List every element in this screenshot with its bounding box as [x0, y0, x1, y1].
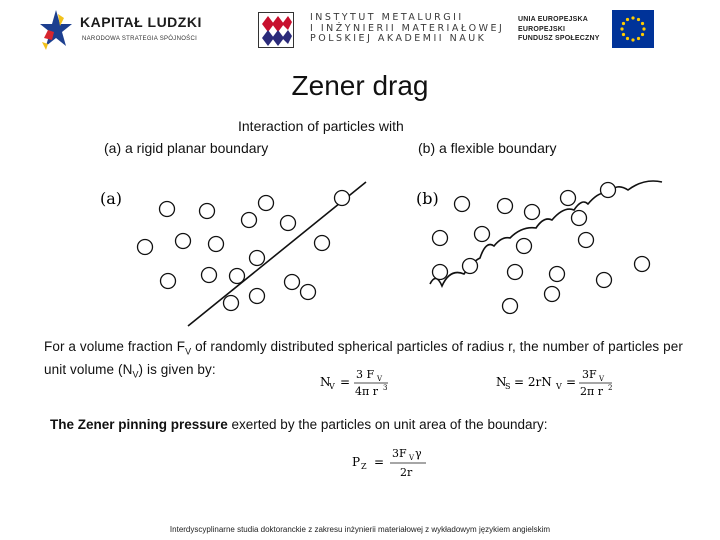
logo-bar [0, 0, 720, 68]
slide-title: Zener drag [291, 70, 429, 101]
eu-star-icon [631, 16, 634, 19]
zener-bold: The Zener pinning pressure [50, 417, 228, 432]
eq-ns-sub: S [505, 382, 511, 391]
eu-text [518, 15, 600, 44]
institute-line-2: I INŻYNIERII MATERIAŁOWEJ [310, 22, 505, 34]
eq-nv-equals: = [340, 375, 351, 389]
particles-b [433, 183, 650, 314]
eq-ns-equals: = [566, 375, 577, 389]
eq-ns-mid-sub: V [556, 382, 562, 391]
eu-star-icon [641, 33, 644, 36]
equation-ns [494, 364, 634, 400]
equation-nv [318, 364, 438, 400]
kapital-ludzki-name: KAPITAŁ LUDZKI [80, 14, 202, 30]
eq-pz-den: 2r [400, 466, 413, 479]
figure-b-flexible-boundary [410, 176, 680, 336]
eu-line-1: UNIA EUROPEJSKA [518, 16, 589, 23]
eq-pz-num-sub: V [409, 454, 415, 462]
eu-star-icon [637, 18, 640, 21]
equation-pz [350, 442, 460, 482]
eu-star-icon [626, 18, 629, 21]
eq-ns-den: 2π r [580, 385, 603, 398]
kapital-ludzki-logo-icon [38, 8, 74, 52]
kapital-ludzki-tagline: NARODOWA STRATEGIA SPÓJNOŚCI [82, 36, 198, 42]
caption-a: (a) a rigid planar boundary [104, 140, 269, 156]
eq-nv-lhs: N [320, 375, 331, 389]
figure-a-rigid-boundary [96, 176, 376, 336]
institute-line-1: INSTYTUT METALURGII [310, 12, 464, 23]
zener-rest: exerted by the particles on unit area of the boundary: [227, 417, 548, 432]
eu-star-icon [620, 27, 623, 30]
slide-subtitle: Interaction of particles with [238, 118, 404, 134]
eq-pz-equals: = [374, 455, 385, 469]
eu-line-2: EUROPEJSKI [518, 25, 566, 33]
figure-b-label: (b) [416, 189, 439, 208]
figure-a-label: (a) [100, 189, 123, 208]
eu-star-icon [637, 37, 640, 40]
eq-nv-num: 3 F [356, 368, 375, 381]
eu-flag-icon [612, 10, 654, 48]
eu-star-icon [631, 38, 634, 41]
institute-logo-icon [258, 12, 294, 48]
eq-pz-sub: Z [361, 462, 367, 471]
institute-line-3: POLSKIEJ AKADEMII NAUK [310, 33, 487, 44]
paragraph-sub-1: V [185, 346, 192, 357]
eu-star-icon [642, 27, 645, 30]
paragraph-sub-2: V [132, 369, 139, 380]
eu-star-icon [622, 33, 625, 36]
eq-ns-num: 3F [582, 368, 597, 381]
eu-star-icon [641, 22, 644, 25]
eq-nv-num-sub: V [377, 375, 383, 383]
caption-b: (b) a flexible boundary [418, 140, 557, 156]
eq-ns-lhs: N [496, 375, 507, 389]
eu-line-3: FUNDUSZ SPOŁECZNY [518, 35, 600, 42]
eu-star-icon [622, 22, 625, 25]
eq-pz-num-tail: γ [415, 447, 422, 460]
eq-ns-den-sup: 2 [608, 384, 613, 392]
particles-a [138, 191, 350, 311]
eu-star-icon [626, 37, 629, 40]
paragraph-text-2: of randomly distributed spherical particles of radius r, the number of particles per unit volume (N [44, 339, 683, 377]
paragraph-text-3: ) is given by: [138, 361, 216, 377]
paragraph-text-1: For a volume fraction F [44, 339, 186, 354]
institute-name [310, 13, 504, 45]
eq-nv-den-sup: 3 [383, 384, 388, 392]
zener-pressure-sentence [50, 417, 547, 432]
eq-pz-lhs: P [352, 455, 361, 469]
eq-nv-sub: V [329, 382, 335, 391]
footer-text: Interdyscyplinarne studia doktoranckie z zakresu inżynierii materiałowej z wykładowym językiem angielskim [169, 525, 551, 534]
eq-nv-den: 4π r [355, 385, 378, 398]
eq-ns-mid: = 2rN [514, 375, 552, 389]
eq-pz-num: 3F [392, 447, 407, 460]
eq-ns-num-sub: V [599, 375, 605, 383]
